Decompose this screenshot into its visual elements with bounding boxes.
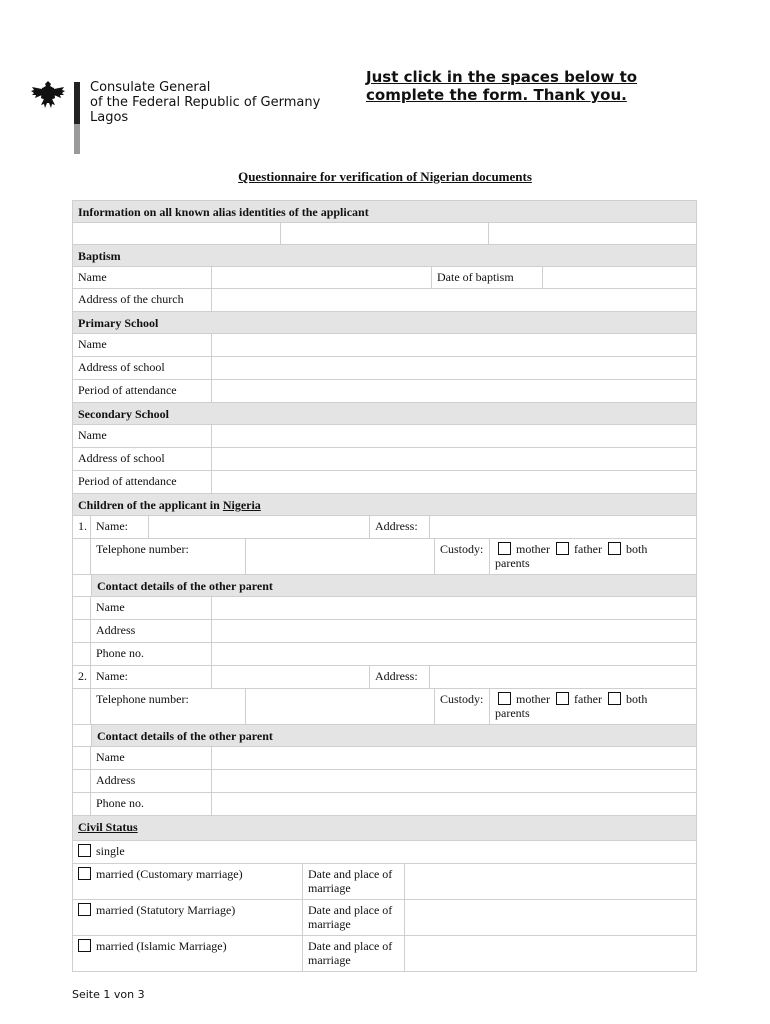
secondary-address-row bbox=[73, 448, 696, 471]
child-2-contact-phone-field[interactable] bbox=[212, 793, 696, 815]
civil-islamic-label: married (Islamic Marriage) bbox=[96, 939, 227, 953]
alias-fields-row bbox=[73, 223, 696, 245]
child-1-contact-address-label: Address bbox=[91, 620, 212, 642]
child-1-telephone-field[interactable] bbox=[246, 539, 435, 574]
child-1-name-row bbox=[73, 516, 696, 539]
civil-customary-row bbox=[73, 864, 696, 900]
child-1-name-label: Name: bbox=[91, 516, 149, 538]
child-2-number: 2. bbox=[73, 666, 91, 688]
civil-single-label: single bbox=[96, 844, 125, 858]
children-section-heading: Children of the applicant in Nigeria bbox=[73, 494, 696, 516]
civil-customary-label: married (Customary marriage) bbox=[96, 867, 243, 881]
child-2-contact-heading: Contact details of the other parent bbox=[73, 725, 696, 747]
secondary-period-row bbox=[73, 471, 696, 494]
alias-section-heading: Information on all known alias identities of the applicant bbox=[73, 201, 696, 223]
child-1-number: 1. bbox=[73, 516, 91, 538]
child-2-contact-name-label: Name bbox=[91, 747, 212, 769]
civil-statutory-row bbox=[73, 900, 696, 936]
child-1-address-label: Address: bbox=[370, 516, 430, 538]
child-2-contact-name-row bbox=[73, 747, 696, 770]
child-1-contact-address-row bbox=[73, 620, 696, 643]
child-1-contact-phone-field[interactable] bbox=[212, 643, 696, 665]
alias-field-1[interactable] bbox=[73, 223, 281, 244]
child-2-name-label: Name: bbox=[91, 666, 212, 688]
child-2-custody-options: mother father both parents bbox=[495, 692, 648, 720]
baptism-name-field[interactable] bbox=[212, 267, 432, 288]
civil-islamic-row bbox=[73, 936, 696, 971]
primary-name-label: Name bbox=[73, 334, 212, 356]
secondary-period-field[interactable] bbox=[212, 471, 696, 493]
customary-date-place-field[interactable] bbox=[405, 864, 696, 899]
letterhead-divider-bar bbox=[74, 82, 80, 154]
statutory-date-place-label: Date and place of marriage bbox=[303, 900, 405, 935]
baptism-date-label: Date of baptism bbox=[432, 267, 543, 288]
child-1-contact-phone-row bbox=[73, 643, 696, 666]
alias-field-3[interactable] bbox=[489, 223, 696, 244]
child-1-custody-both-checkbox[interactable] bbox=[608, 542, 621, 555]
church-address-field[interactable] bbox=[212, 289, 696, 311]
primary-address-label: Address of school bbox=[73, 357, 212, 379]
child-1-contact-name-field[interactable] bbox=[212, 597, 696, 619]
child-1-custody-father-checkbox[interactable] bbox=[556, 542, 569, 555]
child-1-contact-phone-label: Phone no. bbox=[91, 643, 212, 665]
child-2-contact-name-field[interactable] bbox=[212, 747, 696, 769]
primary-name-field[interactable] bbox=[212, 334, 696, 356]
child-2-custody-label: Custody: bbox=[435, 689, 490, 724]
primary-address-row bbox=[73, 357, 696, 380]
child-2-contact-address-label: Address bbox=[91, 770, 212, 792]
alias-field-2[interactable] bbox=[281, 223, 489, 244]
civil-islamic-checkbox[interactable] bbox=[78, 939, 91, 952]
baptism-name-row bbox=[73, 267, 696, 289]
statutory-date-place-field[interactable] bbox=[405, 900, 696, 935]
primary-address-field[interactable] bbox=[212, 357, 696, 379]
church-address-label: Address of the church bbox=[73, 289, 212, 311]
baptism-name-label: Name bbox=[73, 267, 212, 288]
baptism-church-row bbox=[73, 289, 696, 312]
child-2-custody-both-checkbox[interactable] bbox=[608, 692, 621, 705]
child-1-telephone-row bbox=[73, 539, 696, 575]
secondary-name-row bbox=[73, 425, 696, 448]
child-2-contact-address-field[interactable] bbox=[212, 770, 696, 792]
child-2-contact-phone-label: Phone no. bbox=[91, 793, 212, 815]
child-1-custody-options: mother father both parents bbox=[495, 542, 648, 570]
primary-section-heading: Primary School bbox=[73, 312, 696, 334]
child-1-custody-label: Custody: bbox=[435, 539, 490, 574]
secondary-address-label: Address of school bbox=[73, 448, 212, 470]
child-1-telephone-label: Telephone number: bbox=[91, 539, 246, 574]
primary-period-label: Period of attendance bbox=[73, 380, 212, 402]
secondary-period-label: Period of attendance bbox=[73, 471, 212, 493]
civil-section-heading: Civil Status bbox=[73, 816, 696, 841]
child-2-telephone-label: Telephone number: bbox=[91, 689, 246, 724]
primary-name-row bbox=[73, 334, 696, 357]
child-2-contact-address-row bbox=[73, 770, 696, 793]
civil-single-checkbox[interactable] bbox=[78, 844, 91, 857]
civil-statutory-checkbox[interactable] bbox=[78, 903, 91, 916]
child-1-address-field[interactable] bbox=[430, 516, 696, 538]
civil-statutory-label: married (Statutory Marriage) bbox=[96, 903, 236, 917]
baptism-section-heading: Baptism bbox=[73, 245, 696, 267]
instruction-note: Just click in the spaces below to complete the form. Thank you. bbox=[366, 68, 638, 104]
child-1-contact-name-label: Name bbox=[91, 597, 212, 619]
islamic-date-place-field[interactable] bbox=[405, 936, 696, 971]
consulate-name: Consulate General of the Federal Republic of Germany Lagos bbox=[90, 80, 321, 125]
child-2-contact-phone-row bbox=[73, 793, 696, 816]
child-2-custody-mother-checkbox[interactable] bbox=[498, 692, 511, 705]
child-2-telephone-field[interactable] bbox=[246, 689, 435, 724]
form-title: Questionnaire for verification of Nigerian documents bbox=[238, 169, 532, 184]
secondary-name-label: Name bbox=[73, 425, 212, 447]
child-1-contact-heading: Contact details of the other parent bbox=[73, 575, 696, 597]
primary-period-field[interactable] bbox=[212, 380, 696, 402]
letterhead bbox=[30, 68, 740, 158]
civil-customary-checkbox[interactable] bbox=[78, 867, 91, 880]
child-1-contact-name-row bbox=[73, 597, 696, 620]
customary-date-place-label: Date and place of marriage bbox=[303, 864, 405, 899]
questionnaire-form bbox=[72, 200, 697, 972]
child-2-name-row bbox=[73, 666, 696, 689]
islamic-date-place-label: Date and place of marriage bbox=[303, 936, 405, 971]
federal-eagle-icon bbox=[30, 78, 66, 114]
child-2-address-label: Address: bbox=[370, 666, 430, 688]
child-1-custody-mother-checkbox[interactable] bbox=[498, 542, 511, 555]
page-number: Seite 1 von 3 bbox=[72, 988, 145, 1001]
secondary-section-heading: Secondary School bbox=[73, 403, 696, 425]
secondary-name-field[interactable] bbox=[212, 425, 696, 447]
baptism-date-field[interactable] bbox=[543, 267, 696, 288]
child-1-name-field[interactable] bbox=[149, 516, 370, 538]
child-2-address-field[interactable] bbox=[430, 666, 696, 688]
secondary-address-field[interactable] bbox=[212, 448, 696, 470]
child-2-name-field[interactable] bbox=[212, 666, 370, 688]
child-1-contact-address-field[interactable] bbox=[212, 620, 696, 642]
child-2-custody-father-checkbox[interactable] bbox=[556, 692, 569, 705]
civil-single-row bbox=[73, 841, 696, 864]
primary-period-row bbox=[73, 380, 696, 403]
child-2-telephone-row bbox=[73, 689, 696, 725]
